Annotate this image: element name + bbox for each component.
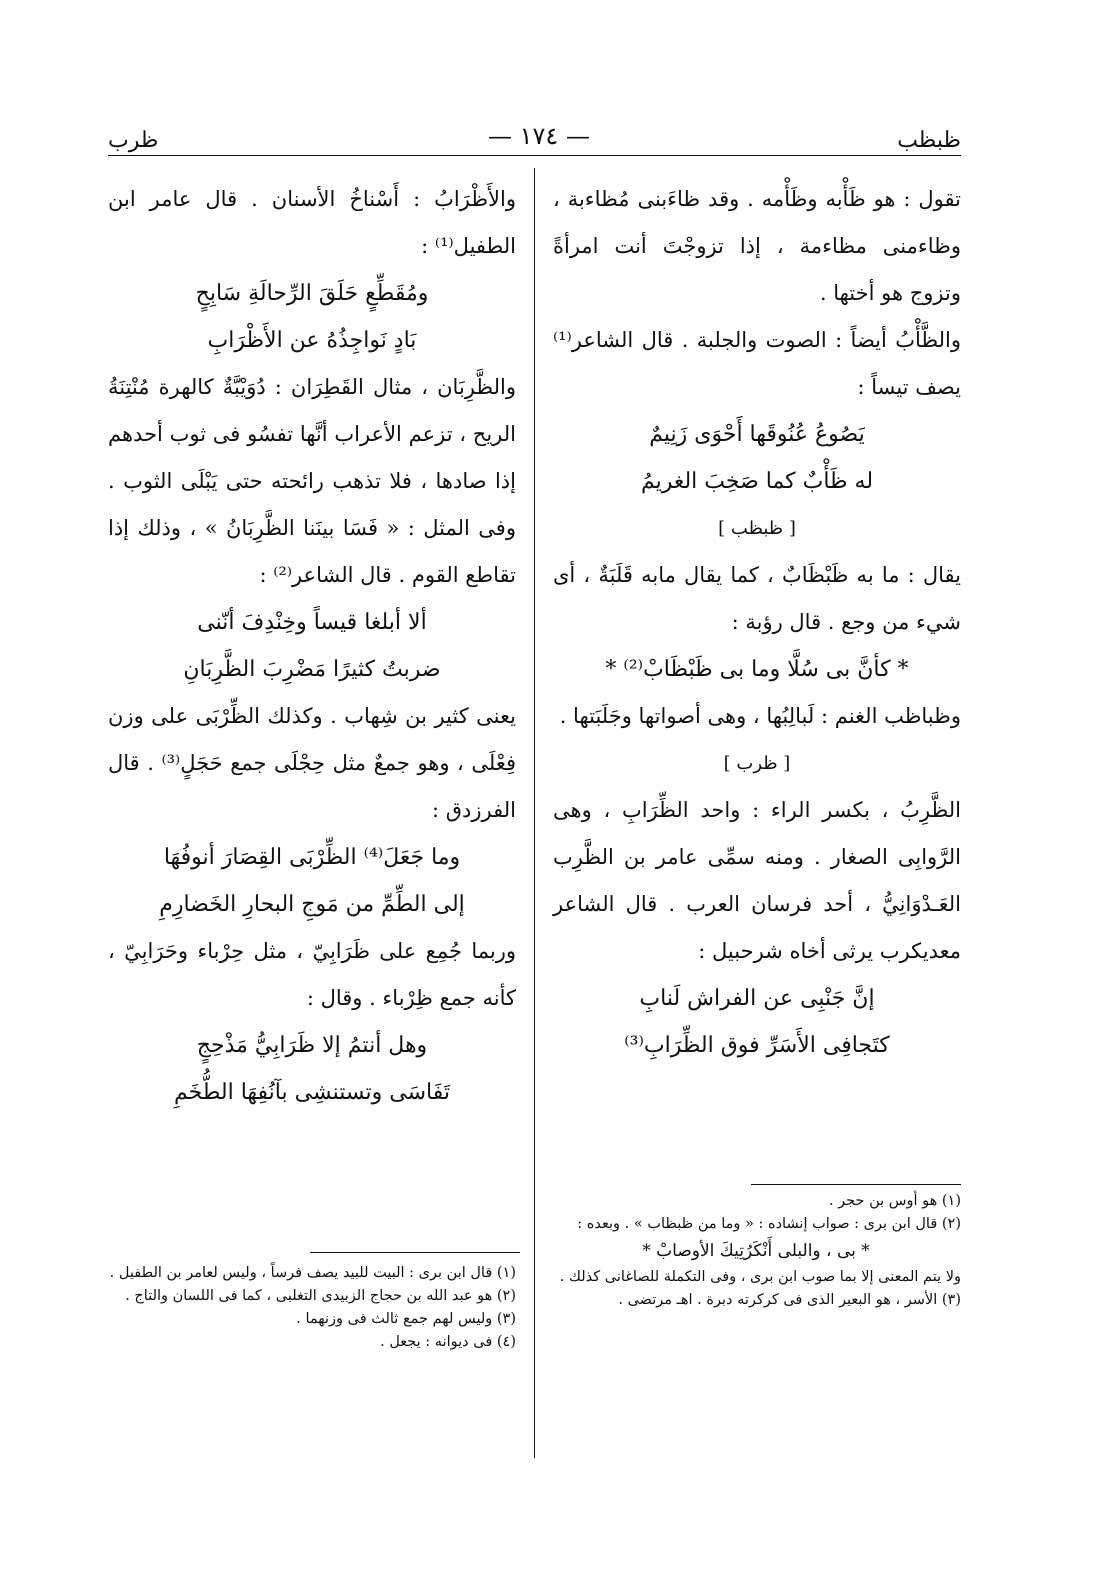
left-paragraph: والأَظْرَابُ : أَسْناخُ الأسنان . قال عامر ابن الطفيل⁽¹⁾ : [108, 187, 516, 258]
header-root-next: ظرب [108, 128, 159, 153]
left-verse-line: بَادٍ نَواجِذُهُ عن الأَظْرَابِ [207, 328, 417, 353]
right-paragraph: وظباظب الغنم : لَبالِبُها ، وهى أصواتها وجَلَبَتها . [559, 704, 961, 728]
header-root-current: ظبظب [897, 128, 961, 153]
right-paragraph: تقول : هو ظَأْبه وظَأْمه . وقد ظاءَبنى مُظاءبة ، وظاءمنى مظاءمة ، إذا تزوجْتَ أنت امرأةً وتزوج هو أختها . [553, 187, 961, 305]
right-verse-line: * كأنَّ بى سُلَّا وما بى ظَبْظَابْ⁽²⁾ * [605, 657, 909, 682]
footnote-paragraph: (٢) قال ابن برى : صواب إنشاده : « وما من ظبظاب » . وبعده : [577, 1216, 961, 1232]
header-rule [108, 155, 961, 156]
footnote-paragraph: (٢) هو عبد الله بن حجاج الزبيدى التغلبى ، كما فى اللسان والتاج . [125, 1288, 516, 1304]
left-paragraph: والظَّرِبَان ، مثال القَطِرَان : دُوَيْبَّةٌ كالهرة مُنْتِنَةُ الريح ، تزعم الأعراب أنَّها تفسُو فى ثوب أحدهم إذا صادها ، فلا تذهب رائحته حتى يَبْلَى الثوب . وفى المثل : « فَسَا بينَنا الظَّرِبَانُ » ، وذلك إذا تقاطع القوم . قال الشاعر⁽²⁾ : [108, 375, 516, 587]
footnote-paragraph: ولا يتم المعنى إلا بما صوب ابن برى ، وفى التكملة للصاغانى كذلك . [559, 1269, 961, 1285]
footnotes-right [551, 1190, 961, 1312]
footnote-rule-right [751, 1184, 961, 1185]
right-paragraph: والظَّأْبُ أيضاً : الصوت والجلبة . قال الشاعر⁽¹⁾ يصف تيساً : [553, 328, 961, 399]
left-verse-line: وهل أنتمُ إلا ظَرَابِيُّ مَذْحِجٍ [196, 1033, 428, 1058]
right-verse-line: له ظَأْبٌ كما صَخِبَ الغريمُ [640, 469, 874, 494]
footnote-footnote-verse: * بى ، والبلى أَنْكَرُتِيكَ الأوصابْ * [642, 1241, 870, 1261]
right-paragraph: الظَّرِبُ ، بكسر الراء : واحد الظِّرَابِ ، وهى الرَّوابِى الصغار . ومنه سمِّى عامر بن الظَّرِب العَـدْوَانِيُّ ، أحد فرسان العرب . قال الشاعر معديكرب يرثى أخاه شرحبيل : [553, 798, 961, 963]
right-verse-line: يَصُوعُ عُنُوقَها أَحْوَى زَنِيمٌ [649, 422, 865, 447]
left-paragraph: يعنى كثير بن شِهاب . وكذلك الظِّرْبَى على وزن فِعْلَى ، وهو جمعٌ مثل حِجْلَى جمع حَجَلٍ⁽³⁾ . قال الفرزدق : [108, 704, 516, 822]
left-paragraph: وربما جُمِع على ظَرَابِيّ ، مثل حِرْباء وحَرَابِيّ ، كأنه جمع ظِرْباء . وقال : [108, 939, 516, 1010]
right-entry-heading: [ ظرب ] [723, 753, 791, 774]
left-verse-line: إلى الطِّمِّ من مَوجِ البحارِ الخَضارِمِ [159, 892, 465, 917]
right-entry-heading: [ ظبظب ] [718, 518, 796, 539]
right-column [553, 176, 961, 1069]
right-paragraph: يقال : ما به ظَبْظَابٌ ، كما يقال مابه قَلَبَةٌ ، أى شيء من وجع . قال رؤبة : [553, 563, 961, 634]
left-verse-line: وما جَعَلَ⁽⁴⁾ الظِّرْبَى القِصَارَ أنوفُهَا [163, 845, 461, 870]
footnotes-left [108, 1262, 516, 1354]
left-verse-line: تَفَاسَى وتستنشِى بآنُفِهَا الطُّخَمِ [174, 1080, 450, 1105]
footnote-paragraph: (١) هو أوس بن حجر . [828, 1193, 961, 1209]
footnote-paragraph: (٤) فى ديوانه : يجعل . [380, 1334, 516, 1350]
footnote-paragraph: (٣) وليس لهم جمع ثالث فى وزنهما . [296, 1311, 516, 1327]
page-number: — ١٧٤ — [488, 122, 590, 150]
left-verse-line: ومُقَطِّعٍ حَلَقَ الرِّحالَةِ سَابِحٍ [195, 281, 429, 306]
footnote-paragraph: (١) قال ابن برى : البيت للبيد يصف فرساً ، وليس لعامر بن الطفيل . [109, 1265, 516, 1281]
column-divider [534, 168, 535, 1458]
right-verse-line: كتَجافِى الأَسَرِّ فوق الظِّرَابِ⁽³⁾ [624, 1033, 890, 1058]
left-verse-line: ضربتُ كثيرًا مَضْرِبَ الظَّرِبَانِ [183, 657, 441, 682]
left-column [108, 176, 516, 1116]
left-verse-line: ألا أبلغا قيساً وخِنْدِفَ أنّنى [197, 610, 427, 635]
footnote-rule-left [310, 1252, 520, 1253]
footnote-paragraph: (٣) الأسر ، هو البعير الذى فى كركرته دبرة . اهـ مرتضى . [618, 1292, 961, 1308]
right-verse-line: إنَّ جَنْبِى عن الفراش لَنابِ [639, 986, 875, 1011]
